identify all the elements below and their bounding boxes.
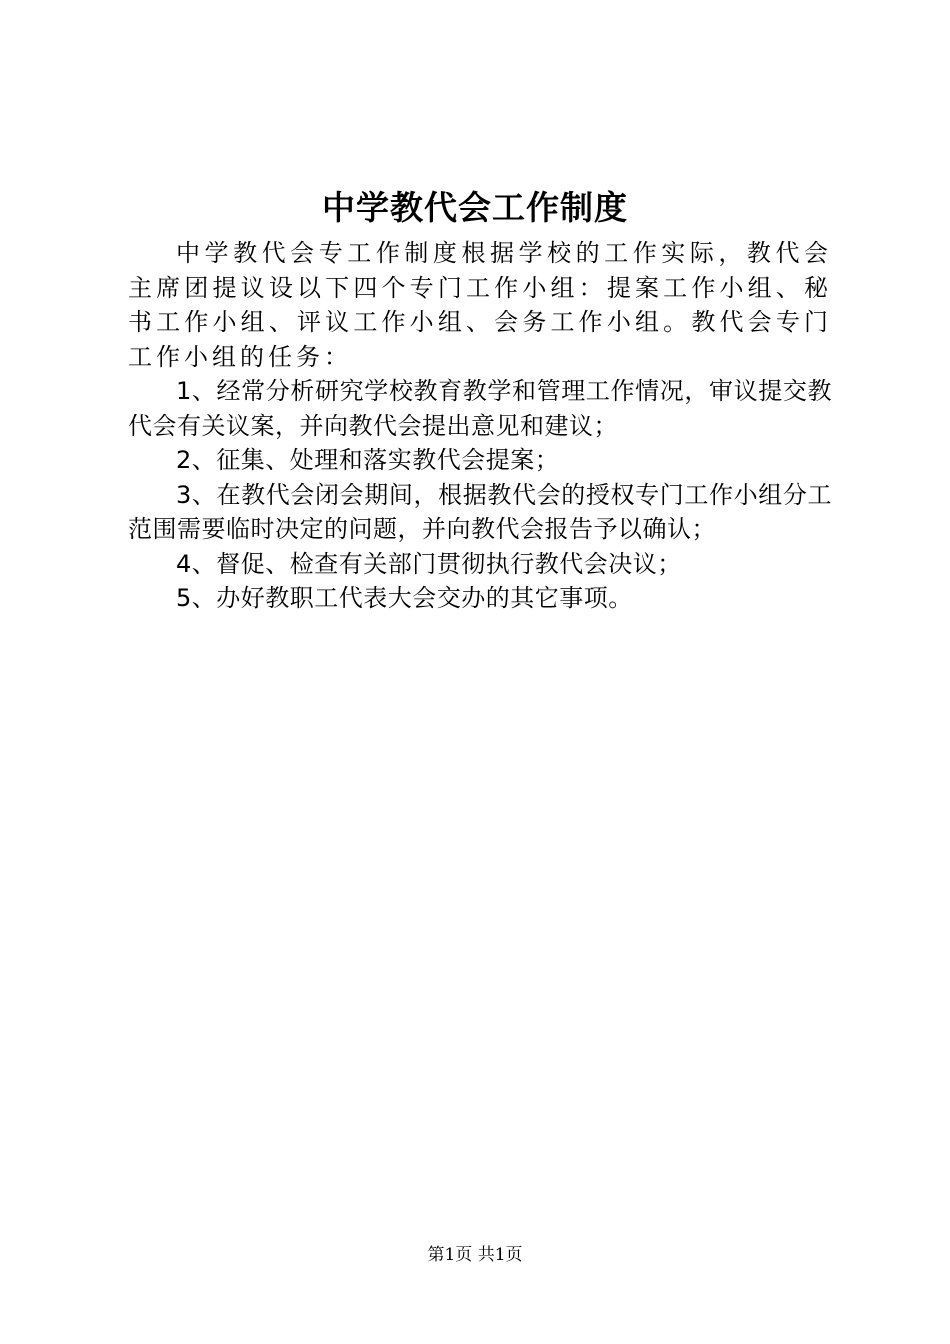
document-body [128,236,832,616]
document-title: 中学教代会工作制度 [322,188,628,227]
task-item-1: 1、经常分析研究学校教育教学和管理工作情况，审议提交教代会有关议案，并向教代会提出意见和建议； [128,377,832,440]
page-footer: 第1页 共1页 [427,1245,523,1265]
intro-paragraph: 中学教代会专工作制度根据学校的工作实际，教代会主席团提议设以下四个专门工作小组：提案工作小组、秘书工作小组、评议工作小组、会务工作小组。教代会专门工作小组的任务： [128,239,832,371]
task-item-2: 2、征集、处理和落实教代会提案； [176,446,560,474]
task-item-4: 4、督促、检查有关部门贯彻执行教代会决议； [176,549,682,578]
task-item-3: 3、在教代会闭会期间，根据教代会的授权专门工作小组分工范围需要临时决定的问题，并向教代会报告予以确认； [128,480,832,543]
task-item-5: 5、办好教职工代表大会交办的其它事项。 [176,584,633,612]
